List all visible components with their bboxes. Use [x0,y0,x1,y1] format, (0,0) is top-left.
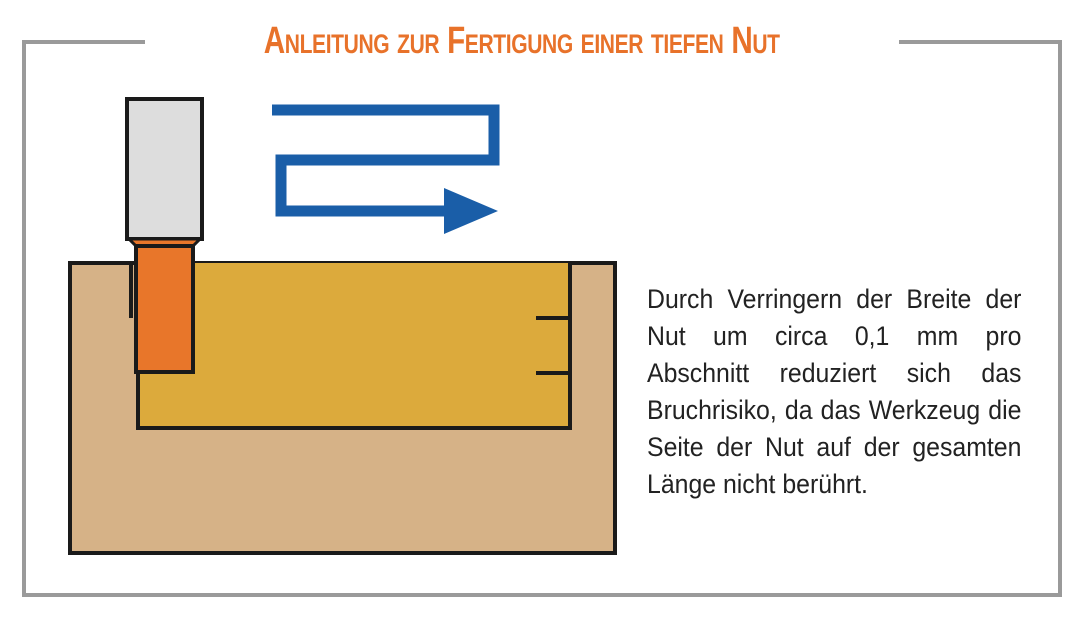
groove-area [138,263,570,428]
tool-cutter [136,246,193,372]
description-text: Durch Verringern der Breite der Nut um circa 0,1 mm pro Abschnitt reduziert sich das Bruchrisiko, da das Werkzeug die Seite der Nut auf der gesamten Länge nicht berührt. [647,284,1022,499]
page-title: Anleitung zur Fertigung einer tiefen Nut [264,20,780,62]
tool-shank [127,99,202,239]
arrow-head [444,188,498,234]
serpentine-arrow-icon [272,110,498,234]
router-bit-icon [127,99,202,372]
